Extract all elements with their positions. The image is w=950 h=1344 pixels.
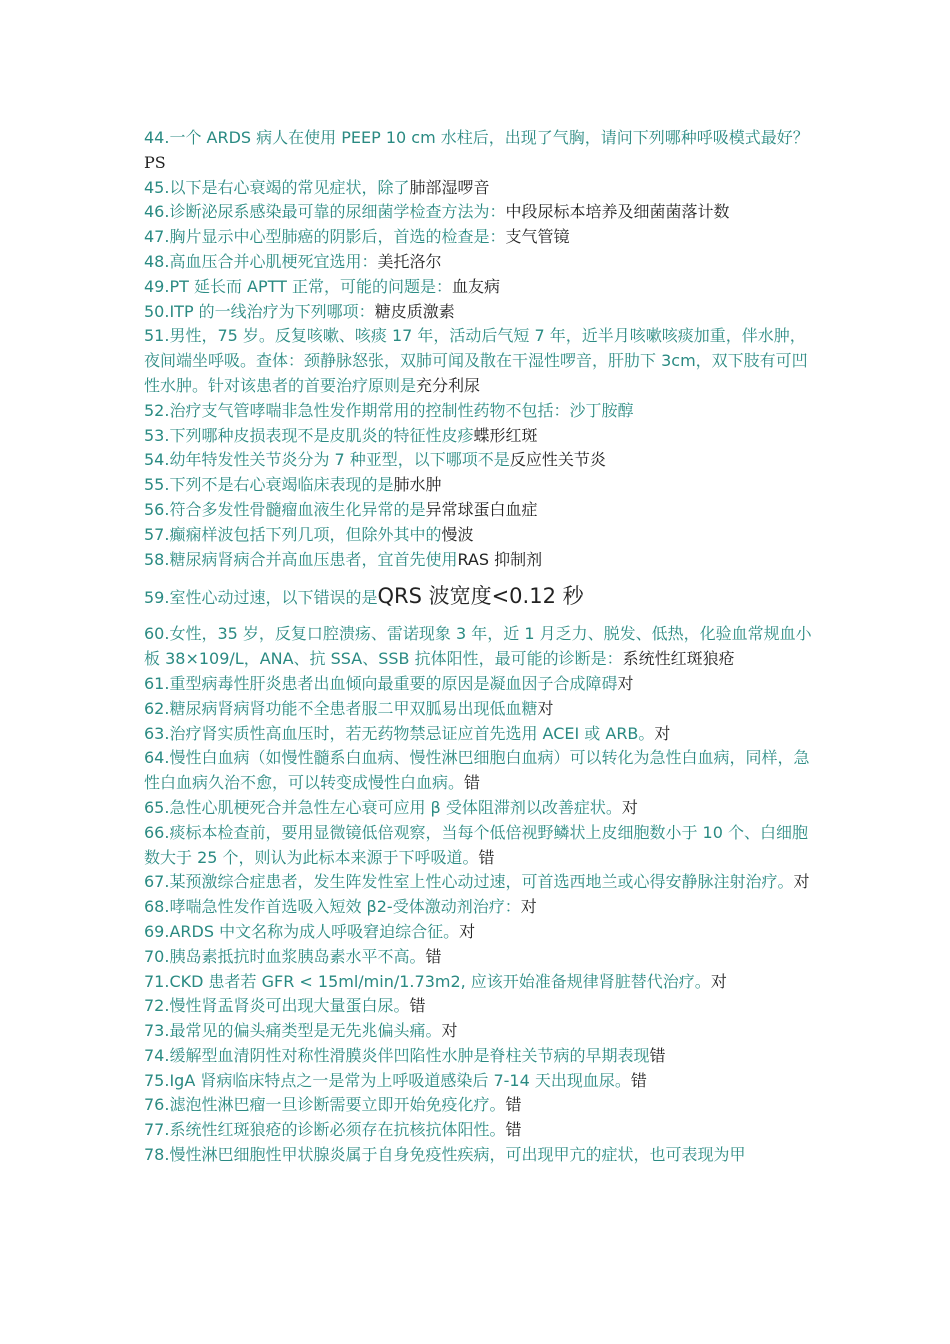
question-item (144, 582, 816, 612)
question-text: 67.某预激综合症患者，发生阵发性室上性心动过速，可首选西地兰或心得安静脉注射治疗。 (144, 872, 794, 892)
question-item (144, 250, 816, 275)
answer-text: 对 (793, 872, 810, 892)
question-text: 73.最常见的偏头痛类型是无先兆偏头痛。 (144, 1021, 442, 1041)
question-item (144, 275, 816, 300)
answer-text: 异常球蛋白血症 (425, 499, 538, 519)
question-item (144, 970, 816, 995)
answer-text: 错 (464, 773, 481, 793)
answer-text: 错 (409, 996, 426, 1016)
answer-text: 美托洛尔 (377, 251, 442, 271)
question-item (144, 796, 816, 821)
answer-text: 对 (617, 673, 634, 693)
answer-text: 慢波 (441, 524, 474, 544)
question-item (144, 200, 816, 225)
question-text: 68.哮喘急性发作首选吸入短效 β2-受体激动剂治疗： (144, 897, 521, 917)
question-text: 48.高血压合并心肌梗死宜选用： (144, 251, 378, 271)
question-item (144, 895, 816, 920)
question-text: 54.幼年特发性关节炎分为 7 种亚型，以下哪项不是 (144, 450, 510, 470)
question-item (144, 1069, 816, 1094)
question-text: 44.一个 ARDS 病人在使用 PEEP 10 cm 水柱后，出现了气胸，请问下列哪种呼吸模式最好？ (144, 128, 809, 147)
question-text: 78.慢性淋巴细胞性甲状腺炎属于自身免疫性疾病，可出现甲亢的症状，也可表现为甲 (144, 1145, 746, 1165)
answer-text: 错 (649, 1045, 666, 1065)
question-item (144, 324, 816, 398)
question-text: 56.符合多发性骨髓瘤血液生化异常的是 (144, 499, 426, 519)
question-item (144, 225, 816, 250)
question-text: 55.下列不是右心衰竭临床表现的是 (144, 475, 394, 495)
answer-text: 错 (425, 946, 442, 966)
answer-text: 对 (710, 971, 727, 991)
answer-text: PS (144, 152, 166, 172)
answer-text: 糖皮质激素 (374, 301, 455, 321)
answer-text: 肺部湿啰音 (409, 177, 490, 197)
question-item (144, 1019, 816, 1044)
question-text: 70.胰岛素抵抗时血浆胰岛素水平不高。 (144, 946, 426, 966)
question-text: 77.系统性红斑狼疮的诊断必须存在抗核抗体阳性。 (144, 1120, 506, 1140)
question-item (144, 548, 816, 573)
question-list (144, 126, 816, 1168)
question-text: 47.胸片显示中心型肺癌的阴影后，首选的检查是： (144, 227, 506, 247)
question-text: 69.ARDS 中文名称为成人呼吸窘迫综合征。 (144, 921, 460, 941)
question-item (144, 746, 816, 796)
answer-text: 对 (654, 723, 671, 743)
answer-text: 中段尿标本培养及细菌菌落计数 (505, 202, 730, 222)
question-item (144, 1044, 816, 1069)
answer-text: 反应性关节炎 (509, 450, 606, 470)
question-text: 74.缓解型血清阴性对称性滑膜炎伴凹陷性水肿是脊柱关节病的早期表现 (144, 1045, 650, 1065)
answer-text: 蝶形红斑 (473, 425, 538, 445)
answer-text: 充分利尿 (416, 375, 481, 395)
question-item (144, 498, 816, 523)
question-text: 71.CKD 患者若 GFR < 15ml/min/1.73m2, 应该开始准备规律肾脏替代治疗。 (144, 971, 711, 991)
answer-text: 支气管镜 (505, 227, 570, 247)
question-item (144, 399, 816, 424)
answer-text: QRS 波宽度<0.12 秒 (377, 584, 584, 609)
question-text: 50.ITP 的一线治疗为下列哪项： (144, 301, 375, 321)
answer-text: 对 (459, 921, 476, 941)
answer-text: 错 (478, 847, 495, 867)
question-item (144, 821, 816, 871)
question-item (144, 1093, 816, 1118)
answer-text: 错 (505, 1095, 522, 1115)
answer-text: 对 (441, 1021, 458, 1041)
question-item (144, 473, 816, 498)
question-text: 45.以下是右心衰竭的常见症状，除了 (144, 177, 410, 197)
question-item (144, 920, 816, 945)
question-text: 75.IgA 肾病临床特点之一是常为上呼吸道感染后 7-14 天出现血尿。 (144, 1070, 631, 1090)
question-text: 51.男性，75 岁。反复咳嗽、咳痰 17 年，活动后气短 7 年，近半月咳嗽咳痰加重，伴水肿，夜间端坐呼吸。查体：颈静脉怒张，双肺可闻及散在干湿性啰音，肝肋下 3cm，双下肢有可凹性水肿。针对该患者的首要治疗原则是 (144, 326, 808, 395)
question-text: 63.治疗肾实质性高血压时，若无药物禁忌证应首先选用 ACEI 或 ARB。 (144, 723, 655, 743)
answer-text: 血友病 (452, 276, 501, 296)
answer-text: 错 (630, 1070, 647, 1090)
question-item (144, 622, 816, 672)
question-item (144, 424, 816, 449)
question-item (144, 1143, 816, 1168)
question-text: 49.PT 延长而 APTT 正常，可能的问题是： (144, 276, 452, 296)
question-text: 59.室性心动过速，以下错误的是 (144, 588, 378, 608)
question-item (144, 448, 816, 473)
question-text: 65.急性心肌梗死合并急性左心衰可应用 β 受体阻滞剂以改善症状。 (144, 797, 622, 817)
question-text: 61.重型病毒性肝炎患者出血倾向最重要的原因是凝血因子合成障碍 (144, 673, 618, 693)
question-text: 57.癫痫样波包括下列几项，但除外其中的 (144, 524, 442, 544)
question-text: 64.慢性白血病（如慢性髓系白血病、慢性淋巴细胞白血病）可以转化为急性白血病，同样，急性白血病久治不愈，可以转变成慢性白血病。 (144, 748, 810, 793)
answer-text: 错 (505, 1120, 522, 1140)
question-item (144, 523, 816, 548)
question-item (144, 1118, 816, 1143)
question-item (144, 697, 816, 722)
question-text: 52.治疗支气管哮喘非急性发作期常用的控制性药物不包括：沙丁胺醇 (144, 400, 634, 420)
answer-text: 肺水肿 (393, 475, 442, 495)
question-text: 76.滤泡性淋巴瘤一旦诊断需要立即开始免疫化疗。 (144, 1095, 506, 1115)
question-text: 46.诊断泌尿系感染最可靠的尿细菌学检查方法为： (144, 202, 506, 222)
question-item (144, 870, 816, 895)
question-text: 53.下列哪种皮损表现不是皮肌炎的特征性皮疹 (144, 425, 474, 445)
answer-text: 对 (621, 797, 638, 817)
question-item (144, 672, 816, 697)
question-text: 66.痰标本检查前，要用显微镜低倍观察，当每个低倍视野鳞状上皮细胞数小于 10 个、白细胞数大于 25 个，则认为此标本来源于下呼吸道。 (144, 822, 808, 867)
answer-text: 对 (520, 897, 537, 917)
question-item (144, 126, 816, 176)
question-item (144, 722, 816, 747)
question-text: 58.糖尿病肾病合并高血压患者，宜首先使用 (144, 549, 458, 569)
question-item (144, 994, 816, 1019)
answer-text: 对 (537, 698, 554, 718)
question-item (144, 945, 816, 970)
answer-text: 系统性红斑狼疮 (622, 649, 735, 669)
question-text: 72.慢性肾盂肾炎可出现大量蛋白尿。 (144, 996, 410, 1016)
question-text: 60.女性，35 岁，反复口腔溃疡、雷诺现象 3 年，近 1 月乏力、脱发、低热，化验血常规血小板 38×109/L，ANA、抗 SSA、SSB 抗体阳性，最可能的诊断是： (144, 624, 812, 669)
question-item (144, 300, 816, 325)
question-item (144, 176, 816, 201)
question-text: 62.糖尿病肾病肾功能不全患者服二甲双胍易出现低血糖 (144, 698, 538, 718)
answer-text: RAS 抑制剂 (457, 549, 543, 569)
